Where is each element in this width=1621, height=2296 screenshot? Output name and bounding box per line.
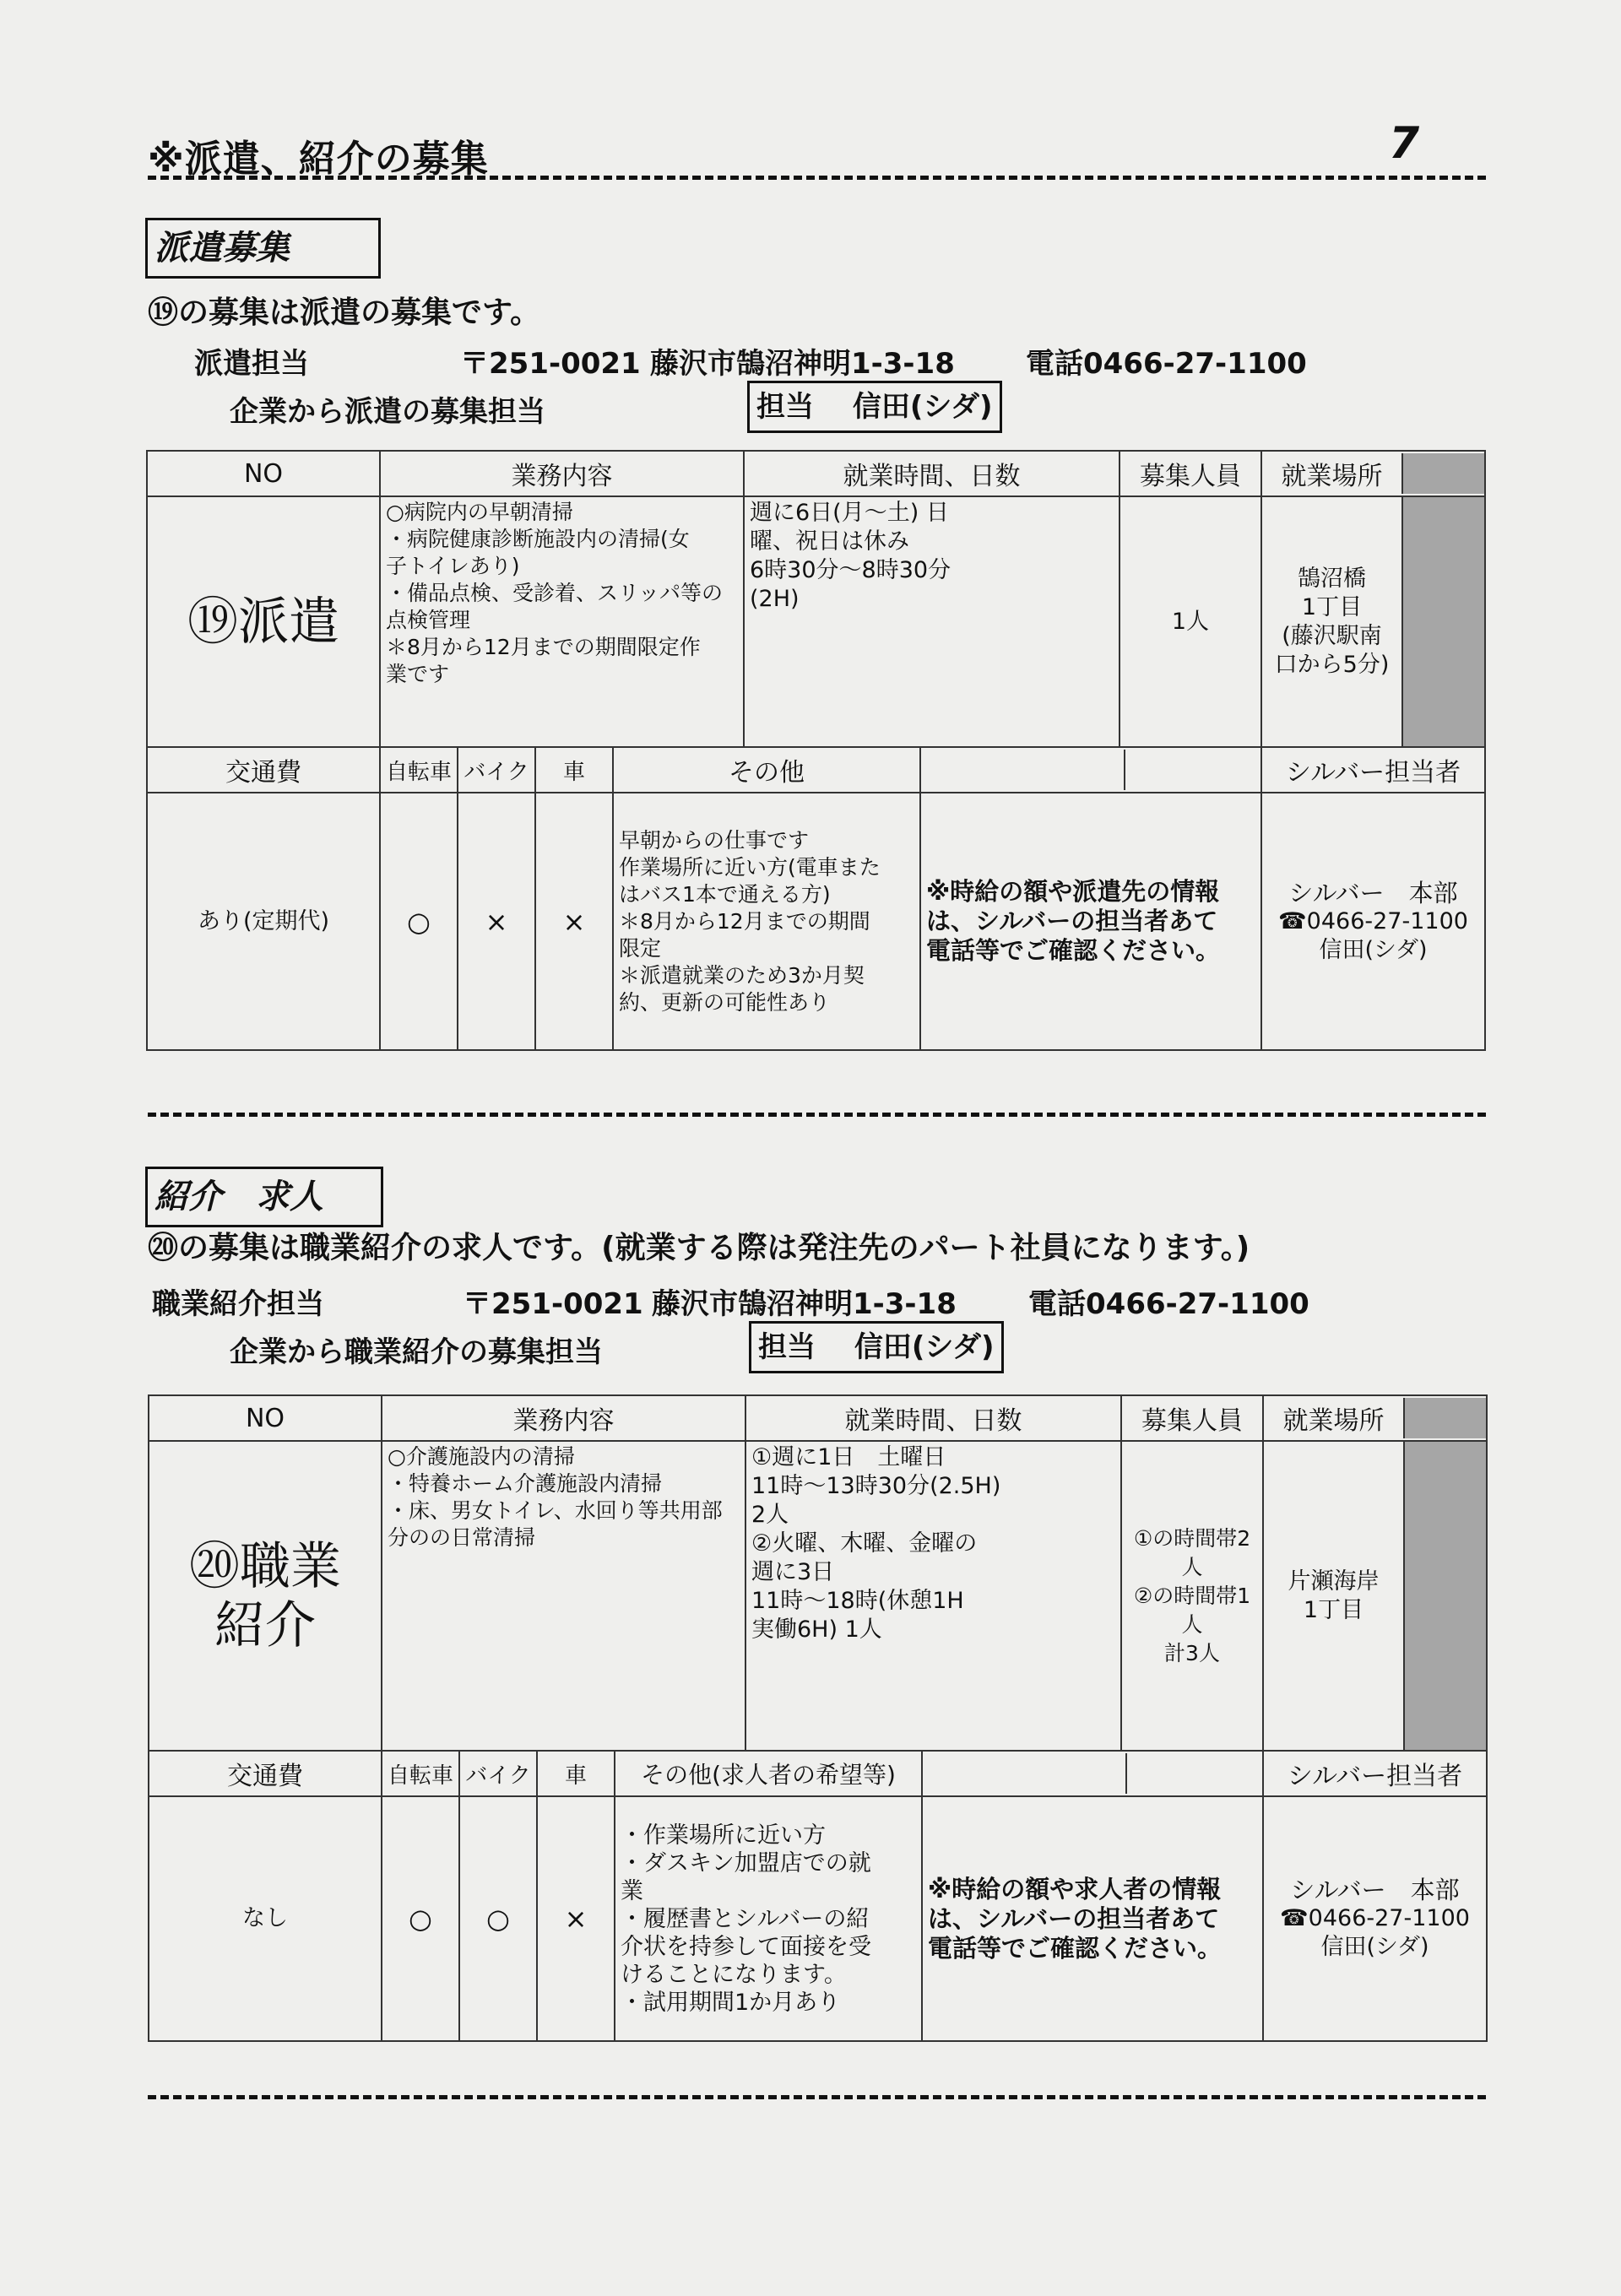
header-place-row xyxy=(1263,1395,1487,1441)
job-table-dispatch xyxy=(146,450,1486,1051)
header-car: 車 xyxy=(537,1751,615,1796)
place-line: 1丁目 xyxy=(1303,1596,1364,1623)
staff-contact xyxy=(1261,793,1485,1050)
work-line: 点検管理 xyxy=(386,608,471,632)
other-line: ・作業場所に近い方 xyxy=(621,1822,826,1849)
header-no: NO xyxy=(149,1395,382,1441)
header-place-row xyxy=(1261,451,1485,496)
header-other: その他 xyxy=(613,747,920,793)
header-motorbike: バイク xyxy=(458,747,535,793)
header-staff: シルバー担当者 xyxy=(1263,1751,1487,1796)
header-fare: 交通費 xyxy=(147,747,380,793)
other-line: 限定 xyxy=(619,935,662,961)
header-count: 募集人員 xyxy=(1121,1395,1263,1441)
header-place: 就業場所 xyxy=(1282,1406,1385,1436)
transport-fare: なし xyxy=(149,1796,382,2041)
job-number-line: 紹介 xyxy=(214,1595,316,1655)
car-value: × xyxy=(535,793,613,1050)
other-line: 介状を持参して面接を受 xyxy=(621,1933,871,1960)
work-line: 業です xyxy=(386,662,450,686)
note-line: は、シルバーの担当者あて xyxy=(926,907,1218,935)
work-line: ・特養ホーム介護施設内清掃 xyxy=(388,1471,663,1496)
work-description xyxy=(380,496,744,747)
other-line: ・試用期間1か月あり xyxy=(621,1989,841,2016)
bicycle-value: ○ xyxy=(382,1796,459,2041)
place-line: 1丁目 xyxy=(1301,593,1363,620)
work-place xyxy=(1262,497,1401,746)
hours-line: 週に3日 xyxy=(751,1559,835,1585)
recruit-count: 1人 xyxy=(1120,496,1261,747)
other-line: 早朝からの仕事です xyxy=(619,827,810,853)
hours-line: 11時～13時30分(2.5H) xyxy=(751,1473,1001,1499)
recruit-count xyxy=(1121,1441,1263,1751)
header-bicycle: 自転車 xyxy=(382,1751,459,1796)
header-work: 業務内容 xyxy=(382,1395,745,1441)
hours-line: ②火曜、木曜、金曜の xyxy=(751,1530,978,1557)
staff-line: 信田(シダ) xyxy=(1319,936,1428,963)
header-staff: シルバー担当者 xyxy=(1261,747,1485,793)
count-line: 計3人 xyxy=(1164,1640,1220,1665)
other-line: はバス1本で通える方) xyxy=(619,881,831,907)
contact-address: 藤沢市鵠沼神明1-3-18 xyxy=(650,347,955,381)
work-line: ・備品点検、受診着、スリッパ等の xyxy=(386,581,724,605)
page-number: 7 xyxy=(1389,118,1420,169)
gray-block xyxy=(1403,1398,1486,1438)
gray-block xyxy=(1401,453,1484,494)
count-line: ①の時間帯2人 xyxy=(1133,1525,1251,1579)
note-line: ※時給の額や求人者の情報 xyxy=(928,1874,1222,1903)
work-line: ・病院健康診断施設内の清掃(女 xyxy=(386,527,690,551)
motorbike-value: ○ xyxy=(459,1796,537,2041)
note-line: 電話等でご確認ください。 xyxy=(926,936,1221,965)
gray-block xyxy=(1401,497,1484,746)
contact-dept: 職業紹介担当 xyxy=(152,1287,324,1321)
header-hours: 就業時間、日数 xyxy=(744,451,1120,496)
other-notes xyxy=(613,793,920,1050)
section-divider xyxy=(148,1113,1486,1117)
work-line: ○病院内の早朝清掃 xyxy=(386,500,573,524)
wage-note xyxy=(922,1796,1263,2041)
work-line: 子トイレあり) xyxy=(386,554,520,578)
motorbike-value: × xyxy=(458,793,535,1050)
work-description xyxy=(382,1441,745,1751)
other-notes xyxy=(615,1796,922,2041)
header-fare: 交通費 xyxy=(149,1751,382,1796)
header-no: NO xyxy=(147,451,380,496)
other-line: けることになります。 xyxy=(621,1961,847,1988)
header-car: 車 xyxy=(535,747,613,793)
place-line: 片瀬海岸 xyxy=(1288,1568,1380,1595)
job-number: ⑲派遣 xyxy=(147,496,380,747)
work-place xyxy=(1264,1442,1403,1750)
other-line: ・ダスキン加盟店での就 xyxy=(621,1849,871,1876)
footer-divider xyxy=(148,2095,1486,2099)
job-number-line: ⑳職業 xyxy=(189,1536,341,1596)
header-blank xyxy=(920,747,1261,793)
staff-phone: ☎0466-27-1100 xyxy=(1278,907,1468,934)
other-line: ＊派遣就業のため3か月契 xyxy=(619,962,865,988)
work-place-row xyxy=(1263,1441,1487,1751)
header-count: 募集人員 xyxy=(1120,451,1261,496)
header-motorbike: バイク xyxy=(459,1751,537,1796)
work-line: ○介護施設内の清掃 xyxy=(388,1444,575,1469)
gray-block xyxy=(1403,1442,1486,1750)
staff-phone: ☎0466-27-1100 xyxy=(1280,1905,1470,1931)
header-other: その他(求人者の希望等) xyxy=(615,1751,922,1796)
car-value: × xyxy=(537,1796,615,2041)
bicycle-value: ○ xyxy=(380,793,458,1050)
other-line: 作業場所に近い方(電車また xyxy=(619,854,881,880)
hours-line: 11時～18時(休憩1H xyxy=(751,1588,964,1614)
other-line: ・履歴書とシルバーの紹 xyxy=(621,1905,870,1932)
section-intro: ⑳の募集は職業紹介の求人です。(就業する際は発注先のパート社員になります。) xyxy=(148,1231,1250,1265)
section-intro: ⑲の募集は派遣の募集です。 xyxy=(148,295,541,330)
transport-fare: あり(定期代) xyxy=(147,793,380,1050)
contact-person-box: 担当 信田(シダ) xyxy=(747,381,1002,433)
contact-postal: 〒251-0021 xyxy=(463,1287,643,1321)
place-line: 口から5分) xyxy=(1274,651,1390,678)
page-title: ※派遣、紹介の募集 xyxy=(148,138,489,181)
header-place: 就業場所 xyxy=(1281,462,1383,491)
work-hours xyxy=(745,1441,1121,1751)
other-line: ＊8月から12月までの期間 xyxy=(619,908,870,934)
work-line: ・床、男女トイレ、水回り等共用部 xyxy=(388,1498,723,1523)
work-line: ＊8月から12月までの期間限定作 xyxy=(386,635,701,659)
hours-line: 曜、祝日は休み xyxy=(750,528,909,555)
header-divider xyxy=(148,176,1486,180)
contact-phone: 電話0466-27-1100 xyxy=(1028,1287,1309,1321)
count-line: ②の時間帯1人 xyxy=(1133,1583,1251,1637)
contact-role: 企業から職業紹介の募集担当 xyxy=(230,1335,603,1369)
contact-dept: 派遣担当 xyxy=(194,347,309,381)
contact-person-box: 担当 信田(シダ) xyxy=(749,1321,1004,1373)
header-hours: 就業時間、日数 xyxy=(745,1395,1121,1441)
note-line: は、シルバーの担当者あて xyxy=(928,1903,1220,1933)
hours-line: 2人 xyxy=(751,1502,789,1528)
staff-line: 信田(シダ) xyxy=(1320,1934,1429,1960)
staff-line: シルバー 本部 xyxy=(1290,1876,1460,1904)
contact-phone: 電話0466-27-1100 xyxy=(1026,347,1307,381)
section-heading-dispatch: 派遣募集 xyxy=(145,218,381,279)
job-table-referral xyxy=(148,1394,1488,2042)
header-blank xyxy=(922,1751,1263,1796)
place-line: (藤沢駅南 xyxy=(1282,622,1382,649)
wage-note xyxy=(920,793,1261,1050)
work-line: 分のの日常清掃 xyxy=(388,1525,536,1550)
work-hours xyxy=(744,496,1120,747)
hours-line: 6時30分～8時30分 xyxy=(750,557,951,583)
contact-address: 藤沢市鵠沼神明1-3-18 xyxy=(652,1287,957,1321)
hours-line: ①週に1日 土曜日 xyxy=(751,1444,946,1470)
note-line: ※時給の額や派遣先の情報 xyxy=(926,877,1220,906)
staff-line: シルバー 本部 xyxy=(1288,878,1458,907)
header-work: 業務内容 xyxy=(380,451,744,496)
job-number xyxy=(149,1441,382,1751)
other-line: 業 xyxy=(621,1877,643,1904)
header-bicycle: 自転車 xyxy=(380,747,458,793)
note-line: 電話等でご確認ください。 xyxy=(928,1933,1223,1963)
hours-line: 週に6日(月～土) 日 xyxy=(750,500,949,526)
contact-postal: 〒251-0021 xyxy=(460,347,641,381)
hours-line: 実働6H) 1人 xyxy=(751,1616,882,1643)
other-line: 約、更新の可能性あり xyxy=(619,989,831,1015)
staff-contact xyxy=(1263,1796,1487,2041)
place-line: 鵠沼橋 xyxy=(1298,565,1366,592)
section-heading-referral: 紹介 求人 xyxy=(145,1167,383,1227)
hours-line: (2H) xyxy=(750,586,800,612)
contact-role: 企業から派遣の募集担当 xyxy=(230,395,545,429)
work-place-row xyxy=(1261,496,1485,747)
